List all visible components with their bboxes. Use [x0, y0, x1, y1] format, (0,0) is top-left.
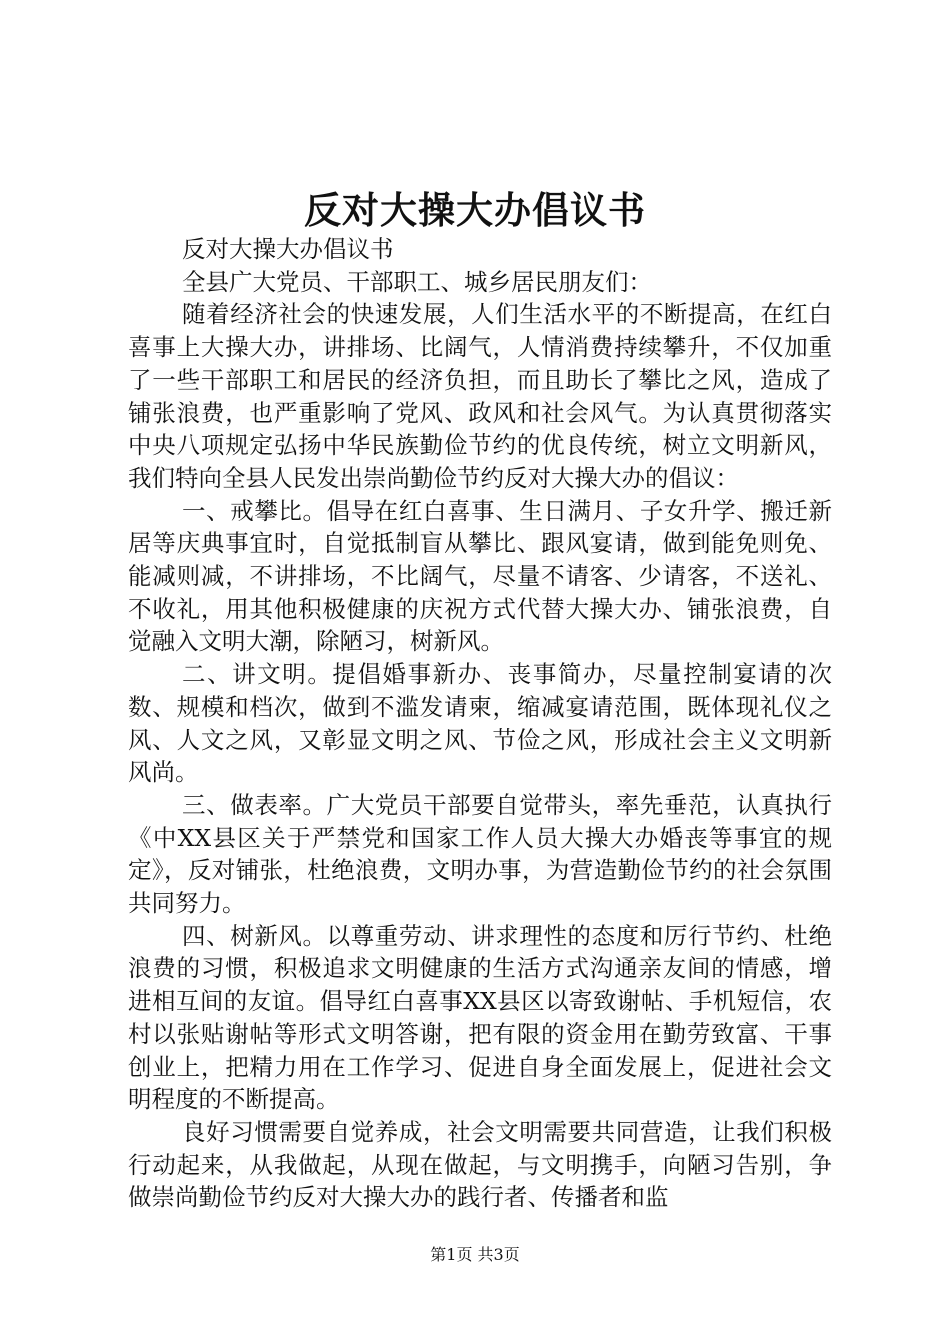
document-body — [128, 233, 832, 1214]
subtitle-paragraph: 反对大操大办倡议书 — [182, 235, 394, 263]
closing-paragraph: 良好习惯需要自觉养成，社会文明需要共同营造，让我们积极行动起来，从我做起，从现在做起，与文明携手，向陋习告别，争做崇尚勤俭节约反对大操大办的践行者、传播者和监 — [128, 1117, 832, 1212]
document-title: 反对大操大办倡议书 — [304, 188, 646, 232]
intro-paragraph: 随着经济社会的快速发展，人们生活水平的不断提高，在红白喜事上大操大办，讲排场、比阔气，人情消费持续攀升，不仅加重了一些干部职工和居民的经济负担，而且助长了攀比之风，造成了铺张浪费，也严重影响了党风、政风和社会风气。为认真贯彻落实中央八项规定弘扬中华民族勤俭节约的优良传统，树立文明新风，我们特向全县人民发出崇尚勤俭节约反对大操大办的倡议： — [128, 300, 832, 492]
proposal-paragraph-4: 四、树新风。以尊重劳动、讲求理性的态度和厉行节约、杜绝浪费的习惯，积极追求文明健康的生活方式沟通亲友间的情感，增进相互间的友谊。倡导红白喜事XX县区以寄致谢帖、手机短信，农村以张贴谢帖等形式文明答谢，把有限的资金用在勤劳致富、干事创业上，把精力用在工作学习、促进自身全面发展上，促进社会文明程度的不断提高。 — [128, 921, 832, 1114]
salutation-paragraph: 全县广大党员、干部职工、城乡居民朋友们： — [182, 267, 653, 296]
proposal-paragraph-2: 二、讲文明。提倡婚事新办、丧事简办，尽量控制宴请的次数、规模和档次，做到不滥发请柬，缩减宴请范围，既体现礼仪之风、人文之风，又彰显文明之风、节俭之风，形成社会主义文明新风尚。 — [128, 660, 832, 787]
proposal-paragraph-1: 一、戒攀比。倡导在红白喜事、生日满月、子女升学、搬迁新居等庆典事宜时，自觉抵制盲从攀比、跟风宴请，做到能免则免、能减则减，不讲排场，不比阔气，尽量不请客、少请客，不送礼、不收礼，用其他积极健康的庆祝方式代替大操大办、铺张浪费，自觉融入文明大潮，除陋习，树新风。 — [128, 496, 832, 656]
page-number-footer: 第1页 共3页 — [430, 1245, 520, 1264]
proposal-paragraph-3: 三、做表率。广大党员干部要自觉带头，率先垂范，认真执行《中XX县区关于严禁党和国家工作人员大操大办婚丧等事宜的规定》，反对铺张，杜绝浪费，文明办事，为营造勤俭节约的社会氛围共同努力。 — [128, 790, 832, 918]
